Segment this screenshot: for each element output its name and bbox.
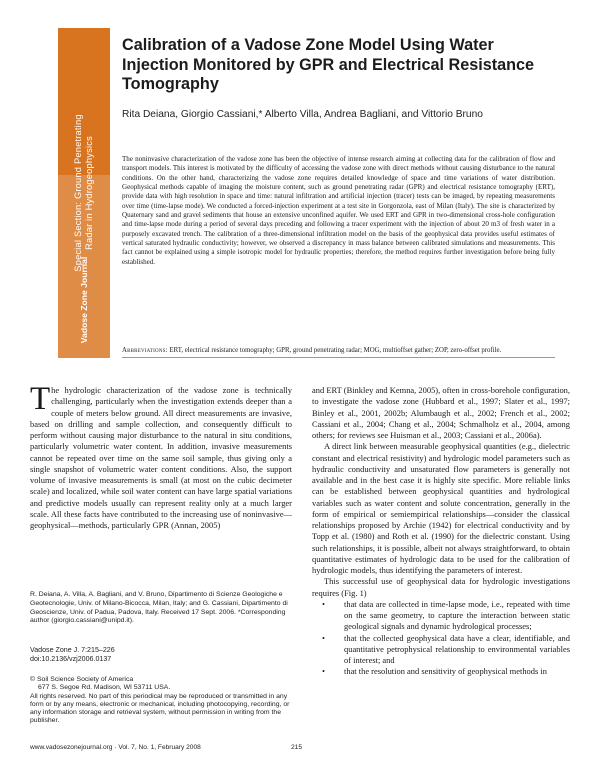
bullet-icon: • [322,666,325,677]
citation-block [30,646,298,664]
publisher-address: 677 S. Segoe Rd. Madison, WI 53711 USA. [38,684,171,692]
list-item-text: that the resolution and sensitivity of geophysical methods in [344,666,547,677]
copyright-block [30,676,298,726]
copyright-notice: All rights reserved. No part of this periodical may be reproduced or transmitted in any form or by any means, electronic or mechanical, including photocopying, recording, or any information storage and retrieval system, without permission in writing from the publisher. [30,692,290,725]
abstract-text: The noninvasive characterization of the vadose zone has been the objective of intense research aiming at collecting data for the calibration of flow and transport models. This interest is motivated by the difficulty of accessing the vadose zone with direct methods without causing disturbance to the natural conditions. On the other hand, characterizing the vadose zone requires detailed knowledge of space and time variations of water distribution. Geophysical methods capable of imaging the moisture content, such as ground penetrating radar (GPR) and electrical resistance tomography (ERT), provide data with high resolution in space and time: natural infiltration and artificial injection (tracer) tests can be imaged, by repeating measurements over time (time-lapse mode). We conducted a forced-injection experiment at a test site in Gorgonzola, east of Milan (Italy). The site is characterized by Quaternary sand and gravel sediments that house an extensive unconfined aquifer. We used ERT and GPR in two-dimensional cross-hole configuration and time-lapse mode during a period of several days preceding and following a tracer experiment with the injection of about 20 m3 of fresh water in a purposely excavated trench. The calibration of a three-dimensional infiltration model on the basis of the geophysical data provides useful estimates of vertical saturated hydraulic conductivity; however, we observed a discrepancy in mass balance between calibrated simulations and measurements. This fact cannot be explained using a simple isotropic model for hydraulic properties; therefore, the method requires further investigation before being fully established. [122,155,555,266]
body-paragraph: This successful use of geophysical data for hydrologic investigations requires (Fig. 1) [312,576,570,598]
body-paragraph: A direct link between measurable geophysical quantities (e.g., dielectric constant and electrical resistivity) and hydrologic model parameters such as hydraulic conductivity and unsaturated flow parameters is generally not available and in the best case it is highly site specific. More reliable links can be established between geophysical quantities and hydrological variables such as water content and solute concentration, generally in the form of empirical or semiempirical relationships—consider the classical relationships proposed by Archie (1942) for electrical conductivity and by Topp et al. (1980) and Roth et al. (1990) for the dielectric constant. Using such relationships, it is possible, albeit not always straightforward, to obtain quantitative estimates of hydrologic data to be used for the calibration of hydrologic models, thus identifying the parameters of interest. [312,441,570,575]
list-item-text: that data are collected in time-lapse mode, i.e., repeated with time on the same geometry, to capture the interaction between static geological signals and dynamic hydrological processes; [344,598,570,632]
body-column-right [312,385,570,678]
body-column-left [30,381,292,531]
bullet-icon: • [322,598,325,609]
list-item [312,599,570,633]
journal-name-vertical: Vadose Zone Journal [79,256,89,344]
footer-journal-line: www.vadosezonejournal.org · Vol. 7, No. 1, February 2008 [30,744,201,751]
abbreviations-label: Abbreviations: [122,347,168,354]
requirements-list [312,599,570,678]
intro-paragraph: he hydrologic characterization of the vadose zone is technically challenging, particularly when the investigation extends deeper than a couple of meters below ground. All direct measurements are invasive, based on drilling and sample collection, and consequently difficult to perform without causing major disturbance to the natural in situ conditions, particularly volumetric water content. In addition, invasive measurements cannot be repeated over time on the same soil sample, thus giving only a single snapshot of volumetric water content conditions. Also, the support volume of invasive measurements is small (at most on the cubic decimeter scale) and localized, while soil water content can have large spatial variations and predictive models usually can represent reality only at a much larger scale. All these facts have contributed to the increasing use of noninvasive—geophysical—methods, particularly GPR (Annan, 2005) [30,385,292,530]
drop-cap: T [30,381,51,417]
abbreviations [122,346,562,355]
body-paragraph: and ERT (Binkley and Kemna, 2005), often in cross-borehole configuration, to investigate the vadose zone (Hubbard et al., 1997; Slater et al., 1997; Binley et al., 2001, 2002b; Alumbaugh et al., 2002; French et al., 2002; Cassiani et al., 2004; Chang et al., 2004; Schmalholz et al., 2004, among others; for reviews see Huisman et al., 2003; Cassiani et al., 2006a). [312,385,570,440]
doi-line: doi:10.2136/vzj2006.0137 [30,655,112,663]
list-item [312,666,570,677]
abbreviations-text: ERT, electrical resistance tomography; GPR, ground penetrating radar; MOG, multioffset gather; ZOP, zero-offset profile. [169,347,502,354]
special-section-line1: Special Section: Ground Penetrating [73,114,83,272]
copyright-line: © Soil Science Society of America [30,676,134,683]
abstract [122,155,555,267]
author-list: Rita Deiana, Giorgio Cassiani,* Alberto Villa, Andrea Bagliani, and Vittorio Bruno [122,109,483,120]
citation-line: Vadose Zone J. 7:215–226 [30,646,115,654]
page-number: 215 [291,744,303,751]
section-divider [122,357,555,358]
author-affiliations: R. Deiana, A. Villa, A. Bagliani, and V. Bruno, Dipartimento di Scienze Geologiche e Geotecnologie, Univ. of Milano-Bicocca, Milan, Italy; and G. Cassiani, Dipartimento di Geoscienze, Univ. of Padua, Padova, Italy. Received 17 Sept. 2006. *Corresponding author (giorgio.cassiani@unipd.it). [30,591,288,625]
special-section-label [73,114,95,271]
list-item [312,633,570,667]
bullet-icon: • [322,632,325,643]
list-item-text: that the collected geophysical data have a clear, identifiable, and quantitative petrophysical relationship to environmental variables of interest; and [344,632,570,665]
special-section-line2: Radar in Hydrogeophysics [84,136,94,250]
article-title: Calibration of a Vadose Zone Model Using Water Injection Monitored by GPR and Electrical Resistance Tomography [122,36,534,93]
